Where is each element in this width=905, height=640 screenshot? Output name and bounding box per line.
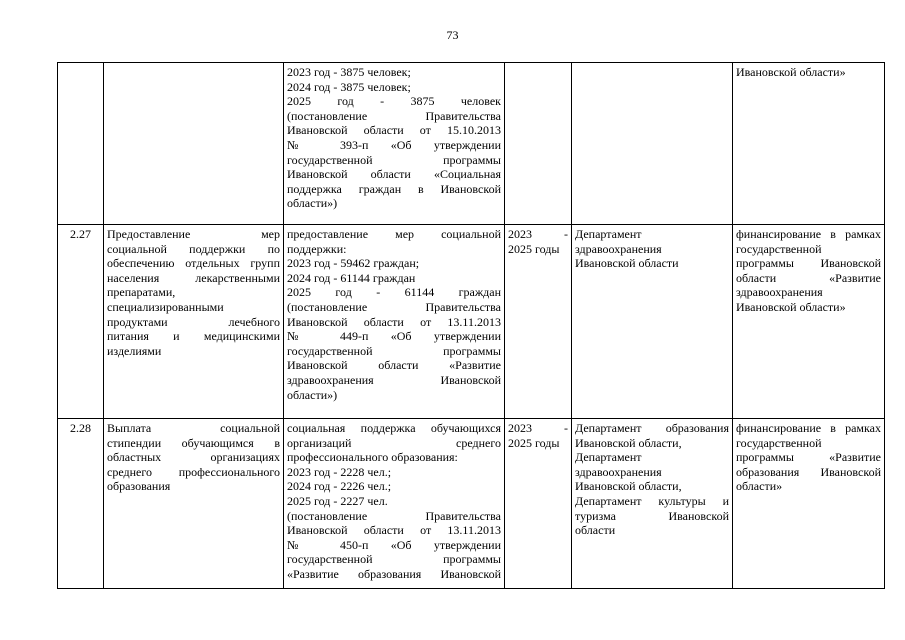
cell-text-line: здравоохранения: [575, 241, 662, 256]
cell-text-line: Ивановской области»: [736, 299, 846, 314]
cell-text-line: 2025 годы: [508, 241, 560, 256]
cell-text-line: организаций среднего: [287, 435, 501, 450]
cell-text-line: Департамент: [575, 450, 642, 465]
table-row: [58, 419, 885, 589]
cell-text-line: изделиями: [107, 343, 162, 358]
cell-text-line: здравоохранения: [575, 464, 662, 479]
cell-text-line: 2023 год - 3875 человек;: [287, 65, 411, 79]
cell-text-line: 2023 год - 2228 чел.;: [287, 464, 392, 479]
term-cell: [505, 225, 572, 419]
cell-text-line: Ивановской области «Развитие: [287, 358, 501, 373]
measure-cell: [104, 225, 284, 419]
funding-cell: [733, 419, 885, 589]
cell-text-line: государственной программы: [287, 343, 501, 358]
cell-text-line: № 393-п «Об утверждении: [287, 137, 501, 152]
measure-cell: [104, 63, 284, 225]
cell-text-line: № 450-п «Об утверждении: [287, 537, 501, 552]
cell-text-line: здравоохранения Ивановской: [287, 372, 501, 387]
funding-cell: [733, 63, 885, 225]
cell-text-line: (постановление Правительства: [287, 508, 501, 523]
cell-text-line: специализированными: [107, 299, 224, 314]
cell-text-line: государственной программы: [287, 552, 501, 567]
executor-cell: [572, 63, 733, 225]
cell-text-line: Ивановской области «Социальная: [287, 167, 501, 182]
cell-text-line: области»): [287, 196, 338, 211]
cell-text-line: среднего профессионального: [107, 464, 280, 479]
measures-table: [57, 62, 885, 589]
cell-text-line: области «Развитие: [736, 270, 881, 285]
cell-text-line: 2025 год - 61144 граждан: [287, 285, 501, 300]
cell-text-line: финансирование в рамках: [736, 227, 881, 241]
row-number-cell: [58, 63, 104, 225]
cell-text-line: Ивановской области»: [736, 65, 846, 79]
cell-text-line: поддержка граждан в Ивановской: [287, 181, 501, 196]
cell-text-line: здравоохранения: [736, 285, 823, 300]
cell-text-line: социальной поддержки по: [107, 241, 280, 256]
cell-text-line: государственной: [736, 435, 822, 450]
cell-text-line: Департамент культуры и: [575, 493, 729, 508]
cell-text-line: Ивановской области от 15.10.2013: [287, 123, 501, 138]
indicators-cell: [284, 225, 505, 419]
cell-text-line: 2023 год - 59462 граждан;: [287, 256, 420, 271]
cell-text-line: Департамент: [575, 227, 642, 241]
cell-text-line: 2024 год - 3875 человек;: [287, 79, 411, 94]
cell-text-line: продуктами лечебного: [107, 314, 280, 329]
cell-text-line: (постановление Правительства: [287, 108, 501, 123]
cell-text-line: стипендии обучающимся в: [107, 435, 280, 450]
cell-text-line: программы Ивановской: [736, 256, 881, 271]
cell-text-line: областных организациях: [107, 450, 280, 465]
cell-text-line: 2023 -: [508, 227, 568, 241]
cell-text-line: Ивановской области: [575, 256, 679, 271]
cell-text-line: туризма Ивановской: [575, 508, 729, 523]
cell-text-line: Предоставление мер: [107, 227, 280, 241]
cell-text-line: обеспечению отдельных групп: [107, 256, 280, 271]
cell-text-line: 2025 год - 3875 человек: [287, 94, 501, 109]
cell-text-line: 2023 -: [508, 421, 568, 435]
cell-text-line: (постановление Правительства: [287, 299, 501, 314]
cell-text-line: 2024 год - 2226 чел.;: [287, 479, 392, 494]
cell-text-line: области»: [736, 479, 783, 494]
row-number: 2.28: [70, 421, 91, 435]
indicators-cell: [284, 63, 505, 225]
cell-text-line: Ивановской области,: [575, 435, 682, 450]
cell-text-line: питания и медицинскими: [107, 329, 280, 344]
cell-text-line: Ивановской области от 13.11.2013: [287, 523, 501, 538]
cell-text-line: государственной программы: [287, 152, 501, 167]
cell-text-line: образования Ивановской: [736, 464, 881, 479]
cell-text-line: Ивановской области,: [575, 479, 682, 494]
cell-text-line: государственной: [736, 241, 822, 256]
cell-text-line: образования: [107, 479, 171, 494]
executor-cell: [572, 225, 733, 419]
cell-text-line: Ивановской области от 13.11.2013: [287, 314, 501, 329]
term-cell: [505, 419, 572, 589]
executor-cell: [572, 419, 733, 589]
table-row: [58, 225, 885, 419]
cell-text-line: финансирование в рамках: [736, 421, 881, 435]
term-cell: [505, 63, 572, 225]
cell-text-line: области: [575, 523, 616, 538]
cell-text-line: 2025 годы: [508, 435, 560, 450]
indicators-cell: [284, 419, 505, 589]
cell-text-line: Департамент образования: [575, 421, 729, 435]
table-row: [58, 63, 885, 225]
row-number-cell: [58, 419, 104, 589]
cell-text-line: препаратами,: [107, 285, 176, 300]
row-number-cell: [58, 225, 104, 419]
cell-text-line: социальная поддержка обучающихся: [287, 421, 501, 435]
cell-text-line: программы «Развитие: [736, 450, 881, 465]
cell-text-line: поддержки:: [287, 241, 347, 256]
funding-cell: [733, 225, 885, 419]
cell-text-line: области»): [287, 387, 338, 402]
row-number: 2.27: [70, 227, 91, 241]
cell-text-line: 2024 год - 61144 граждан: [287, 270, 416, 285]
page-number: 73: [446, 28, 459, 42]
cell-text-line: 2025 год - 2227 чел.: [287, 493, 388, 508]
cell-text-line: населения лекарственными: [107, 270, 280, 285]
measure-cell: [104, 419, 284, 589]
cell-text-line: предоставление мер социальной: [287, 227, 501, 241]
cell-text-line: «Развитие образования Ивановской: [287, 566, 501, 581]
cell-text-line: № 449-п «Об утверждении: [287, 329, 501, 344]
cell-text-line: Выплата социальной: [107, 421, 280, 435]
cell-text-line: профессионального образования:: [287, 450, 458, 465]
